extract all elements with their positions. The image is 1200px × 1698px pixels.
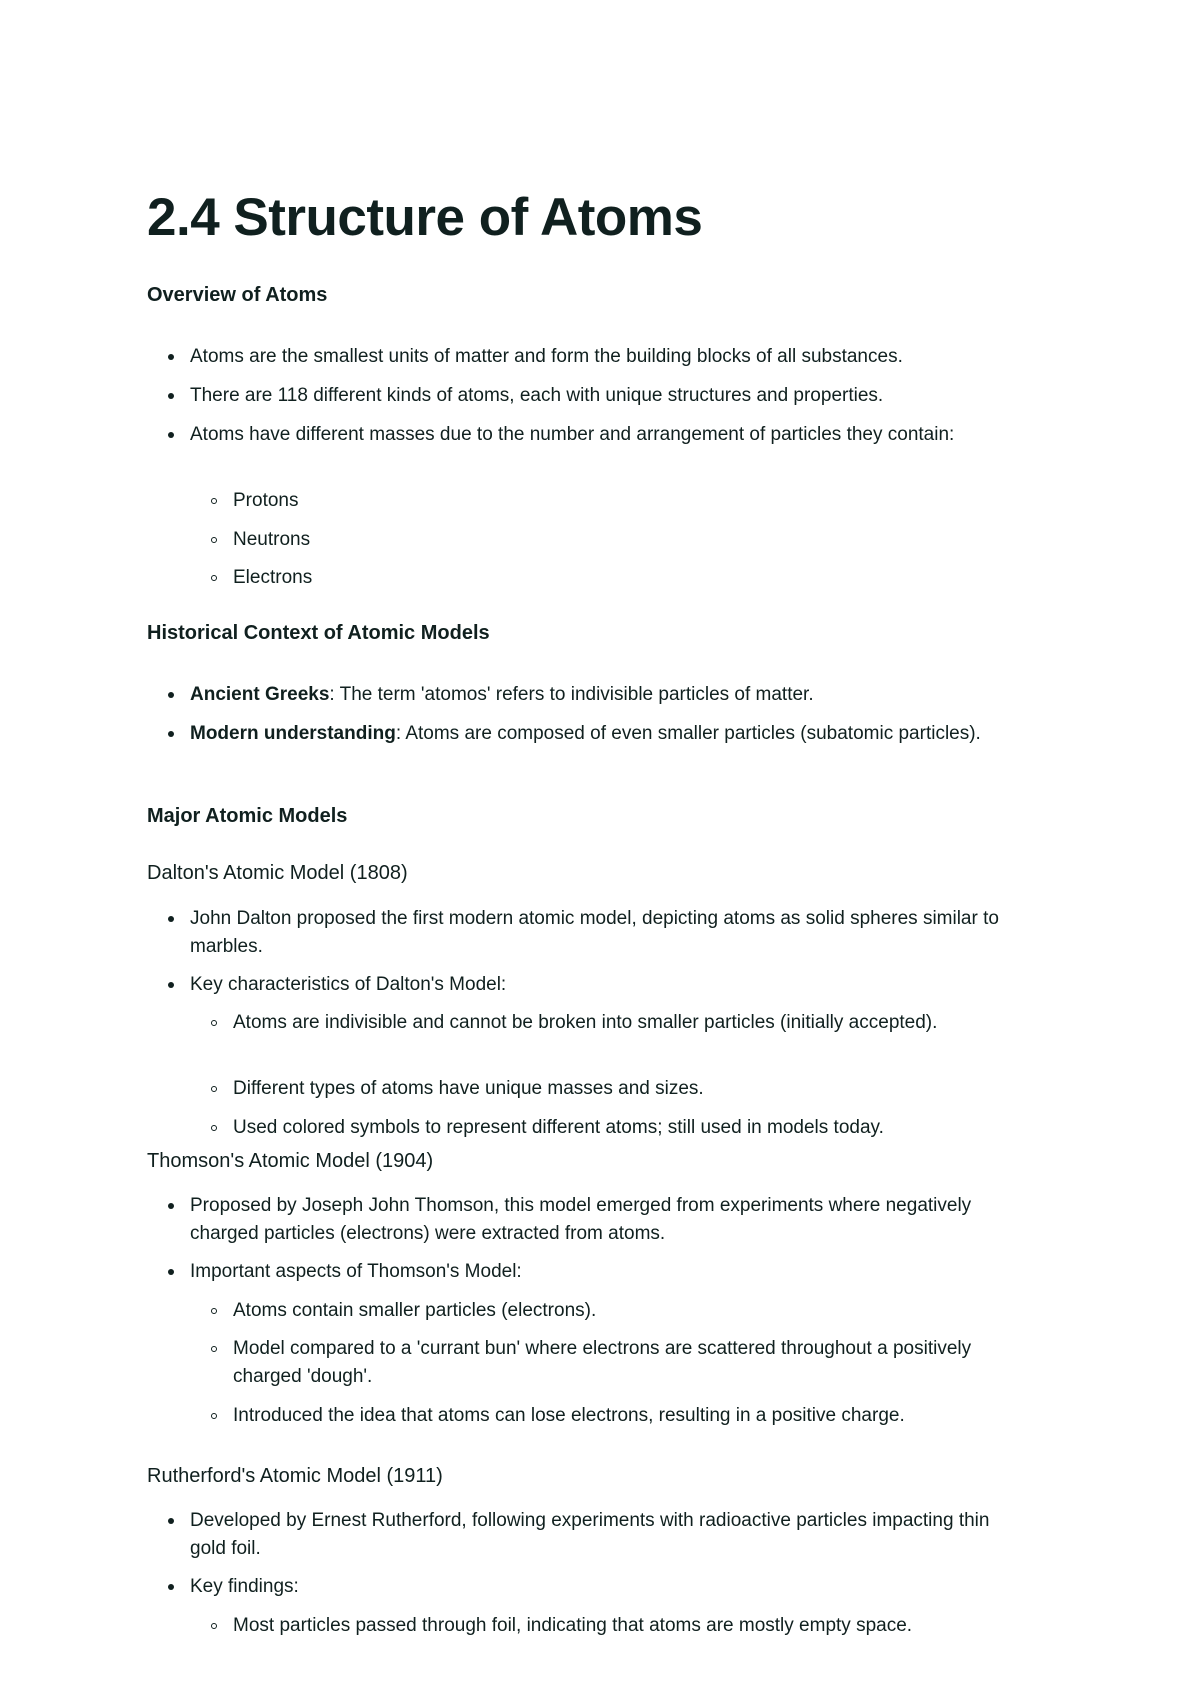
hollow-bullet-icon <box>211 1623 217 1629</box>
list-item: Key characteristics of Dalton's Model: <box>190 971 1020 999</box>
hollow-bullet-icon <box>211 1125 217 1131</box>
sub-list-item: Neutrons <box>233 526 1013 554</box>
list-item: There are 118 different kinds of atoms, each with unique structures and properties. <box>190 382 1020 410</box>
subsection-heading-thomson: Thomson's Atomic Model (1904) <box>147 1150 434 1172</box>
hollow-bullet-icon <box>211 1346 217 1352</box>
bullet-icon <box>168 982 174 988</box>
hollow-bullet-icon <box>211 498 217 504</box>
section-heading-history: Historical Context of Atomic Models <box>147 622 490 644</box>
sub-list-item: Most particles passed through foil, indicating that atoms are mostly empty space. <box>233 1612 953 1640</box>
list-item: Modern understanding: Atoms are composed of even smaller particles (subatomic particles). <box>190 720 1020 748</box>
hollow-bullet-icon <box>211 575 217 581</box>
sub-list-item: Introduced the idea that atoms can lose electrons, resulting in a positive charge. <box>233 1402 933 1430</box>
page-title: 2.4 Structure of Atoms <box>147 188 703 247</box>
bullet-icon <box>168 432 174 438</box>
sub-list-item: Model compared to a 'currant bun' where electrons are scattered throughout a positively charged 'dough'. <box>233 1335 1013 1391</box>
bullet-icon <box>168 393 174 399</box>
list-item: Atoms are the smallest units of matter and form the building blocks of all substances. <box>190 343 1020 371</box>
list-item: Key findings: <box>190 1573 1020 1601</box>
list-item: Important aspects of Thomson's Model: <box>190 1258 1020 1286</box>
hollow-bullet-icon <box>211 1086 217 1092</box>
hollow-bullet-icon <box>211 1413 217 1419</box>
hollow-bullet-icon <box>211 537 217 543</box>
list-item: John Dalton proposed the first modern atomic model, depicting atoms as solid spheres similar to marbles. <box>190 905 1020 961</box>
sub-list-item: Electrons <box>233 564 1013 592</box>
bullet-icon <box>168 916 174 922</box>
sub-list-item: Protons <box>233 487 1013 515</box>
sub-list-item: Different types of atoms have unique masses and sizes. <box>233 1075 1013 1103</box>
bullet-icon <box>168 1518 174 1524</box>
bullet-icon <box>168 1269 174 1275</box>
bullet-icon <box>168 692 174 698</box>
sub-list-item: Used colored symbols to represent different atoms; still used in models today. <box>233 1114 1013 1142</box>
subsection-heading-rutherford: Rutherford's Atomic Model (1911) <box>147 1465 443 1487</box>
bullet-icon <box>168 1203 174 1209</box>
bullet-icon <box>168 1584 174 1590</box>
section-heading-overview: Overview of Atoms <box>147 284 328 306</box>
hollow-bullet-icon <box>211 1020 217 1026</box>
bullet-icon <box>168 731 174 737</box>
list-item: Ancient Greeks: The term 'atomos' refers to indivisible particles of matter. <box>190 681 1020 709</box>
sub-list-item: Atoms contain smaller particles (electrons). <box>233 1297 1013 1325</box>
section-heading-models: Major Atomic Models <box>147 805 348 827</box>
list-item: Developed by Ernest Rutherford, following experiments with radioactive particles impacting thin gold foil. <box>190 1507 990 1563</box>
bullet-icon <box>168 354 174 360</box>
subsection-heading-dalton: Dalton's Atomic Model (1808) <box>147 862 408 884</box>
list-item: Proposed by Joseph John Thomson, this model emerged from experiments where negatively charged particles (electrons) were extracted from atoms. <box>190 1192 1020 1248</box>
list-item: Atoms have different masses due to the number and arrangement of particles they contain: <box>190 421 1020 449</box>
sub-list-item: Atoms are indivisible and cannot be broken into smaller particles (initially accepted). <box>233 1009 953 1037</box>
hollow-bullet-icon <box>211 1308 217 1314</box>
